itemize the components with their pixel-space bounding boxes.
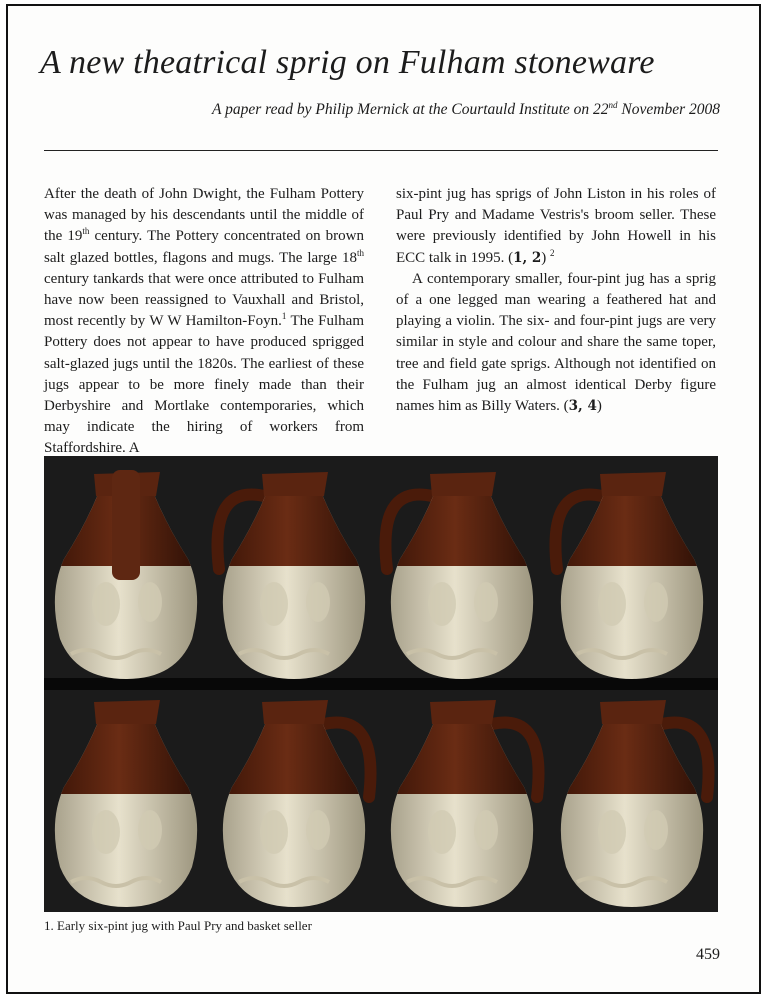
superscript: 2 bbox=[550, 247, 555, 258]
text-run: century. The Pottery concentrated on brown salt glazed bottles, flagons and mugs. The large 18 bbox=[44, 228, 364, 266]
left-paragraph bbox=[44, 184, 364, 460]
right-column bbox=[396, 184, 716, 417]
right-paragraph-1 bbox=[396, 184, 716, 269]
text-run: ) bbox=[541, 249, 551, 266]
title-divider bbox=[44, 150, 718, 151]
page-number: 459 bbox=[696, 946, 720, 963]
jug-photograph bbox=[44, 456, 718, 912]
text-run: ) bbox=[596, 398, 602, 415]
figure-reference: 1, 2 bbox=[513, 249, 542, 266]
subtitle-text: A paper read by Philip Mernick at the Courtauld Institute on 22 bbox=[212, 101, 609, 119]
text-run: After the death of John Dwight, the Fulham Pottery was managed by his descendants until the middle of the 19 bbox=[44, 186, 364, 245]
subtitle-superscript: nd bbox=[608, 100, 618, 110]
text-run: century tankards that were once attributed to Fulham have now been reassigned to Vauxhall and Bristol, most recently by W W Hamilton-Foyn. bbox=[44, 270, 364, 330]
article-subtitle bbox=[212, 100, 720, 119]
subtitle-date: November 2008 bbox=[617, 101, 720, 119]
superscript: th bbox=[82, 226, 90, 237]
jugs-image bbox=[44, 456, 718, 912]
right-paragraph-2 bbox=[396, 269, 716, 417]
left-column bbox=[44, 184, 364, 460]
shelf bbox=[44, 678, 718, 690]
figure-reference: 3, 4 bbox=[568, 398, 597, 415]
text-run: A contemporary smaller, four-pint jug has a sprig of a one legged man wearing a feathered hat and playing a violin. The six- and four-pint jugs are very similar in style and colour and share the same toper, tree and field gate sprigs. Although not identified on the Fulham jug an almost identical Derby figure names him as Billy Waters. ( bbox=[396, 270, 716, 415]
superscript: 1 bbox=[281, 311, 287, 322]
text-run: The Fulham Pottery does not appear to have produced sprigged salt-glazed jugs until the 1820s. The earliest of these jugs appear to be more finely made than their Derbyshire and Mortlake contemporaries, which may indicate the hiring of workers from Staffordshire. A bbox=[44, 313, 364, 457]
figure-caption: 1. Early six-pint jug with Paul Pry and basket seller bbox=[44, 918, 312, 933]
text-run: six-pint jug has sprigs of John Liston in his roles of Paul Pry and Madame Vestris's broom seller. These were previously identified by John Howell in his ECC talk in 1995. ( bbox=[396, 186, 716, 266]
article-title: A new theatrical sprig on Fulham stoneware bbox=[40, 44, 655, 81]
superscript: th bbox=[356, 247, 364, 258]
